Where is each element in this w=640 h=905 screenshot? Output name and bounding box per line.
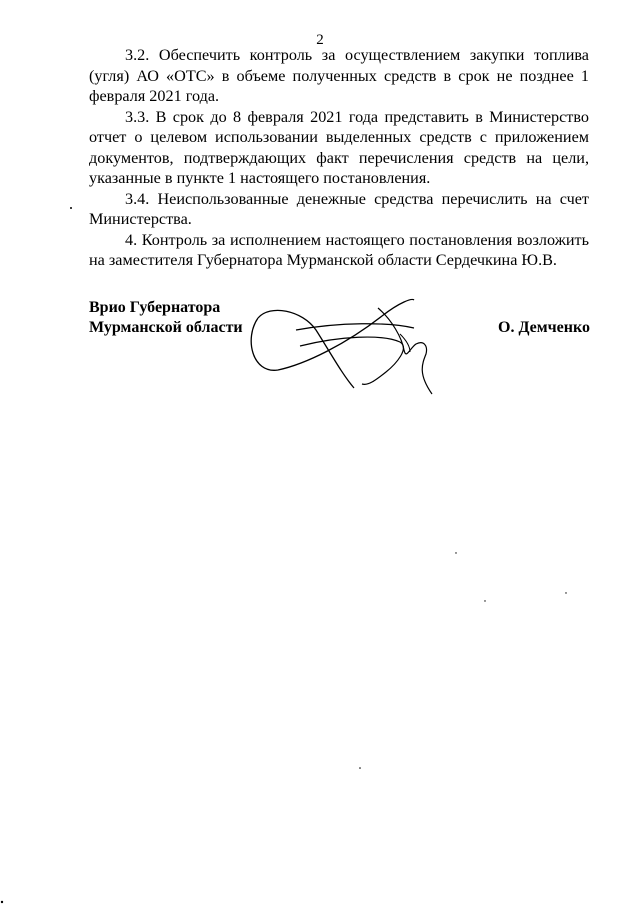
- signatory-position-line2: Мурманской области: [89, 319, 243, 336]
- paragraph-3-4: 3.4. Неиспользованные денежные средства перечислить на счет Министерства.: [89, 189, 589, 228]
- page-number: 2: [316, 32, 324, 48]
- paragraph-4: 4. Контроль за исполнением настоящего постановления возложить на заместителя Губернатора Мурманской области Сердечкина Ю.В.: [89, 230, 589, 269]
- handwritten-signature: [250, 290, 440, 400]
- signatory-name: О. Демченко: [498, 319, 590, 336]
- document-body: [89, 45, 589, 271]
- signatory-position: [89, 298, 243, 338]
- signatory-position-line1: Врио Губернатора: [89, 299, 221, 316]
- paragraph-3-2: 3.2. Обеспечить контроль за осуществлением закупки топлива (угля) АО «ОТС» в объеме полученных средств в срок не позднее 1 февраля 2021 года.: [89, 46, 589, 105]
- paragraph-3-3: 3.3. В срок до 8 февраля 2021 года представить в Министерство отчет о целевом использовании выделенных средств с приложением документов, подтверждающих факт перечисления средств на цели, указанные в пункте 1 настоящего постановления.: [89, 107, 589, 187]
